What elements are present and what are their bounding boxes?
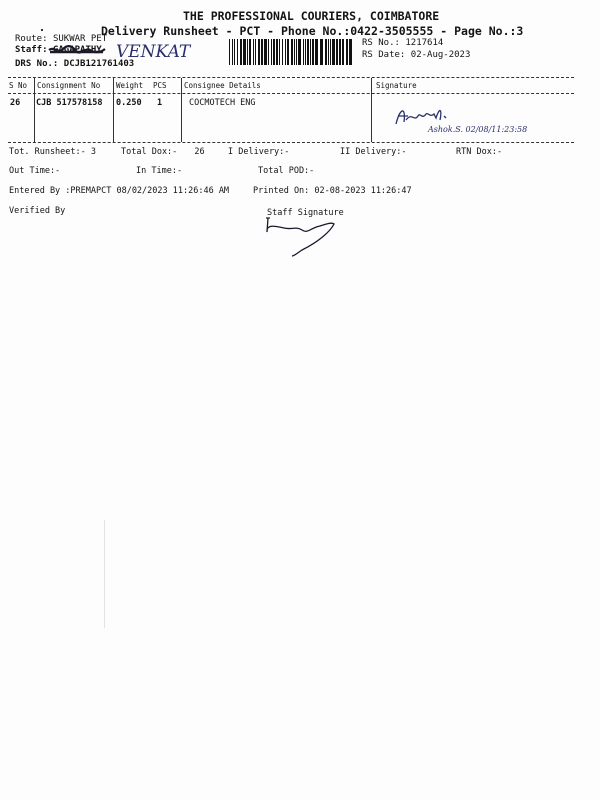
header-consignee: Consignee Details — [184, 81, 261, 90]
barcode-bar — [234, 39, 235, 65]
barcode-bar — [303, 39, 304, 65]
route-row — [15, 34, 107, 44]
col-divider — [181, 78, 182, 142]
total-dox-label: Total Dox:- — [121, 147, 178, 157]
scan-fold-line — [104, 520, 105, 628]
header-signature: Signature — [376, 81, 417, 90]
rs-date-value: 02-Aug-2023 — [410, 50, 471, 60]
receiver-signature — [392, 102, 528, 138]
barcode-bar — [249, 39, 251, 65]
barcode-bar — [332, 39, 335, 65]
barcode-bar — [315, 39, 318, 65]
staff-value: GAGAPATHY — [52, 45, 102, 55]
tot-runsheet: Tot. Runsheet:- 3 — [9, 147, 96, 157]
barcode-bar — [232, 39, 233, 65]
barcode-bar — [296, 39, 297, 65]
i-delivery: I Delivery:- — [228, 147, 290, 157]
barcode-bar — [349, 39, 352, 65]
row-sno: 26 — [10, 98, 21, 108]
barcode-bar — [285, 39, 286, 65]
barcode-bar — [287, 39, 289, 65]
header-pcs: PCS — [153, 81, 167, 90]
out-time: Out Time:- — [9, 166, 61, 176]
col-divider — [113, 78, 114, 142]
row-weight: 0.250 — [116, 98, 142, 108]
total-dox — [121, 147, 205, 157]
table-header-rule — [8, 93, 574, 94]
drs-row — [15, 59, 134, 69]
rs-no-value: 1217614 — [405, 38, 444, 48]
barcode-bar — [237, 39, 238, 65]
barcode-bar — [298, 39, 301, 65]
drs-label: DRS No.: — [15, 59, 59, 69]
company-title: THE PROFESSIONAL COURIERS, COIMBATORE — [183, 9, 440, 23]
barcode-bar — [330, 39, 331, 65]
barcode-bar — [328, 39, 329, 65]
rs-no-label: RS No.: — [362, 38, 400, 48]
barcode-bar — [279, 39, 280, 65]
row-consignment: CJB 517578158 — [36, 98, 103, 108]
rtn-dox: RTN Dox:- — [456, 147, 503, 157]
barcode-bar — [273, 39, 275, 65]
row-consignee: COCMOTECH ENG — [189, 98, 256, 108]
barcode-bar — [268, 39, 269, 65]
staff-strikeout-scribble — [48, 44, 106, 56]
route-label: Route: — [15, 34, 48, 44]
barcode-bar — [261, 39, 263, 65]
barcode-bar — [264, 39, 267, 65]
barcode-bar — [336, 39, 338, 65]
rs-date-label: RS Date: — [362, 50, 406, 60]
col-divider — [371, 78, 372, 142]
barcode-bar — [258, 39, 260, 65]
runsheet-subtitle: Delivery Runsheet - PCT - Phone No.:0422-3505555 - Page No.:3 — [101, 24, 524, 38]
barcode-bar — [310, 39, 311, 65]
col-divider — [34, 78, 35, 142]
staff-signature — [262, 214, 338, 258]
total-pod: Total POD:- — [258, 166, 315, 176]
table-bottom-rule — [8, 142, 574, 143]
barcode-bar — [312, 39, 314, 65]
barcode-bar — [291, 39, 293, 65]
row-pcs: 1 — [157, 98, 163, 108]
barcode-bar — [305, 39, 306, 65]
barcode-bar — [339, 39, 341, 65]
barcode-bar — [342, 39, 344, 65]
barcode-bar — [229, 39, 230, 65]
staff-label: Staff: — [15, 45, 48, 55]
barcode-bar — [240, 39, 242, 65]
route-value: SUKWAR PET — [52, 34, 108, 44]
barcode-bar — [247, 39, 248, 65]
barcode-bar — [325, 39, 327, 65]
drs-value: DCJB121761403 — [63, 59, 135, 69]
scan-speck — [41, 29, 43, 31]
barcode-image — [229, 39, 355, 65]
printed-on: Printed On: 02-08-2023 11:26:47 — [253, 186, 412, 196]
total-dox-value: 26 — [194, 147, 205, 157]
ii-delivery: II Delivery:- — [340, 147, 407, 157]
table-top-rule — [8, 77, 574, 78]
barcode-bar — [253, 39, 254, 65]
barcode-bar — [255, 39, 256, 65]
barcode-bar — [276, 39, 278, 65]
barcode-bar — [307, 39, 309, 65]
header-consignment: Consignment No — [37, 81, 101, 90]
barcode-bar — [271, 39, 272, 65]
barcode-bar — [346, 39, 348, 65]
staff-signature-label: Staff Signature — [267, 208, 344, 218]
handwritten-staff-text: VENKAT — [116, 42, 191, 62]
barcode-bar — [282, 39, 283, 65]
rs-no-row — [362, 38, 443, 48]
verified-by: Verified By — [9, 206, 66, 216]
barcode-bar — [243, 39, 246, 65]
receiver-signature-note: Ashok.S. 02/08/11:23:58 — [428, 125, 528, 134]
rs-date-row — [362, 50, 470, 60]
barcode-bar — [320, 39, 323, 65]
in-time: In Time:- — [136, 166, 183, 176]
entered-by: Entered By :PREMAPCT 08/02/2023 11:26:46 AM — [9, 186, 230, 196]
header-sno: S No — [9, 81, 28, 90]
barcode-bar — [294, 39, 295, 65]
header-weight: Weight — [116, 81, 144, 90]
